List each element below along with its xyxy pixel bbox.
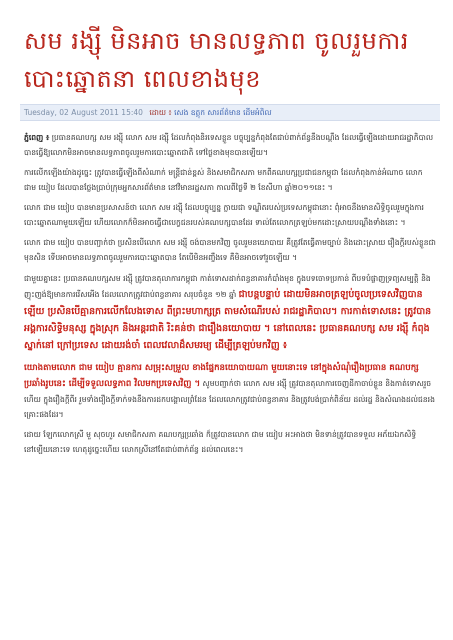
source-tag-link[interactable]: សារព័ត៌មាន ដើមអំពិល	[207, 108, 272, 117]
article-paragraph-4	[24, 236, 436, 265]
article-paragraph-3	[24, 201, 436, 230]
paragraph-text: ដោយ ឡែកលោកស្រី មួ សុចហួរ សមាជិកសភា គណបក្សប្រឆាំង ក៏ត្រូវបានលោក ជាម យៀប អះអាងថា មិនទាន់ត្រូវបានទទួល អភ័យឯកសិទ្ធិនៅឡើយនោះទេ ហេតុដូច្នេះហើយ លោកស្រីនៅតែជាប់ពាក់ព័ន្ធ ដល់ពេលនេះ។	[24, 430, 417, 454]
article-meta-bar	[20, 104, 440, 121]
article-paragraph-1	[24, 131, 436, 160]
article-paragraph-6	[24, 360, 436, 422]
publish-date: Tuesday, 02 August 2011 15:40	[24, 108, 143, 117]
paragraph-text: លោក ជាម យៀប បានមានប្រសាសន៍ថា លោក សម រង្ស៊ី ដែលបច្ចុប្បន្ន ក្លាយជា ទណ្ឌិតរបស់ប្រទេសកម្ពុជានោះ ពុំអាចនឹងមានសិទ្ធិចូលរួមក្នុងការបោះឆ្នោតណាមួយឡើយ ហើយលោកក៏មិនអាចធ្វើជាបេក្ខជនរបស់គណបក្សបានដែរ ទាល់តែលោកត្រឡប់មកដោះស្រាយបណ្តឹងទាំងនោះ ។	[24, 203, 424, 227]
paragraph-text: ប្រធានគណបក្ស សម រង្ស៊ី លោក សម រង្ស៊ី ដែលកំពុងនិរទេសខ្លួន បច្ចុប្បន្នកំពុងតែជាប់ពាក់ព័ន្ធនឹងបណ្តឹង ដែលធ្វើឡើងដោយរាជរដ្ឋាភិបាល បានធ្វើឱ្យលោកមិនអាចមានលទ្ធភាពចូលរួមការបោះឆ្នោតជាតិ ទៅថ្ងៃខាងមុខបានឡើយ។	[24, 133, 434, 157]
highlighted-quote-red: យោងតាមលោក ជាម យៀប គ្មានការ សម្រុះសម្រួល ខាងផ្នែកនយោបាយណា មួយនោះទេ នៅក្នុងសំណុំរឿងប្រធាន គណបក្សប្រឆាំងរូបនេះ ដើម្បីទទួលលទ្ធភាព វិលមកប្រទេសវិញ ។	[24, 363, 419, 389]
paragraph-text: ការលើកឡើងយ៉ាងដូច្នេះ ត្រូវបានធ្វើឡើងពីសំណាក់ មន្ត្រីជាន់ខ្ពស់ និងសមាជិកសភា មកពីគណបក្សប្រជាជនកម្ពុជា ដែលកំពុងកាន់អំណាច លោក ជាម យៀប ដែលបានថ្លែងប្រាប់ក្រុមអ្នកសារព័ត៌មាន នៅវិមានរដ្ឋសភា កាលពីថ្ងៃទី ២ ខែសីហា ឆ្នាំ២០១១នេះ ។	[24, 168, 423, 192]
highlighted-text-red: ជាបន្តបន្ទាប់ ដោយមិនអាចត្រឡប់ចូលប្រទេសវិញបានឡើយ ប្រសិនបើគ្មានការលើកលែងទោស ពីព្រះមហាក្សត្រ តាមសំណើរបស់ រាជរដ្ឋាភិបាល។ ការកាត់ទោសនេះ ត្រូវបានអង្គការសិទ្ធិមនុស្ស ក្នុងស្រុក និងអន្តរជាតិ រិះគន់ថា ជារឿងនយោបាយ ។ នៅពេលនេះ ប្រធានគណបក្ស សម រង្ស៊ី កំពុងស្នាក់នៅ ក្រៅប្រទេស ដោយរង់ចាំ ពេលវេលាដ៏សមរម្យ ដើម្បីត្រឡប់មកវិញ ៖	[24, 289, 432, 351]
article-paragraph-7	[24, 428, 436, 457]
paragraph-text: ជាមួយគ្នានេះ ប្រធានគណបក្សសម រង្ស៊ី ត្រូវបានតុលាការកម្ពុជា កាត់ទោសដាក់ពន្ធនាគារកំបាំងមុខ ក្នុងបទចោទប្រកាន់ ពីបទបំផ្លាញទ្រព្យសម្បត្តិ និងញុះញង់ឱ្យមានការរើសអើង ដែលលោកត្រូវជាប់ពន្ធនាគារ សរុបចំនួន ១២ ឆ្នាំ	[24, 274, 431, 299]
article-paragraph-2	[24, 166, 436, 195]
author-link[interactable]: សេង ឧត្តុក	[174, 108, 206, 117]
paragraph-text: លោក ជាម យៀប បានបញ្ជាក់ថា ប្រសិនបើលោក សម រង្ស៊ី ចង់បានមកវិញ ចូលរួមនយោបាយ គឺត្រូវតែធ្វើតាមច្បាប់ និងដោះស្រាយ រឿងក្តីរបស់ខ្លួនជាមុនសិន ទើបអាចមានលទ្ធភាពចូលរួមការបោះឆ្នោតបាន តែបើមិនអញ្ចឹងទេ គឺមិនអាចទៅរួចឡើយ ។	[24, 238, 436, 262]
byline-label: ដោយ ៖	[149, 108, 172, 117]
article-paragraph-5	[24, 271, 436, 354]
dateline-place: ភ្នំពេញ ៖	[24, 133, 50, 142]
paragraph-text: សូមបញ្ជាក់ថា លោក សម រង្ស៊ី ត្រូវបានតុលាការចេញដីកាចាប់ខ្លួន និងកាត់ទោសរួចហើយ ក្នុងរឿងក្តីពីរ រួមទាំងរឿងក្តីទាក់ទងនឹងការដកបង្គោលព្រំដែន ដែលលោកត្រូវជាប់ពន្ធនាគារ និងត្រូវបង់ប្រាក់ពិន័យ ដល់រដ្ឋ និងសំណងដល់ជនរងគ្រោះផងដែរ។	[24, 379, 435, 419]
article-headline: សម រង្ស៊ី មិនអាច មានលទ្ធភាព ចូលរួមការ បោះឆ្នោតនា ពេលខាងមុខ	[24, 27, 409, 93]
